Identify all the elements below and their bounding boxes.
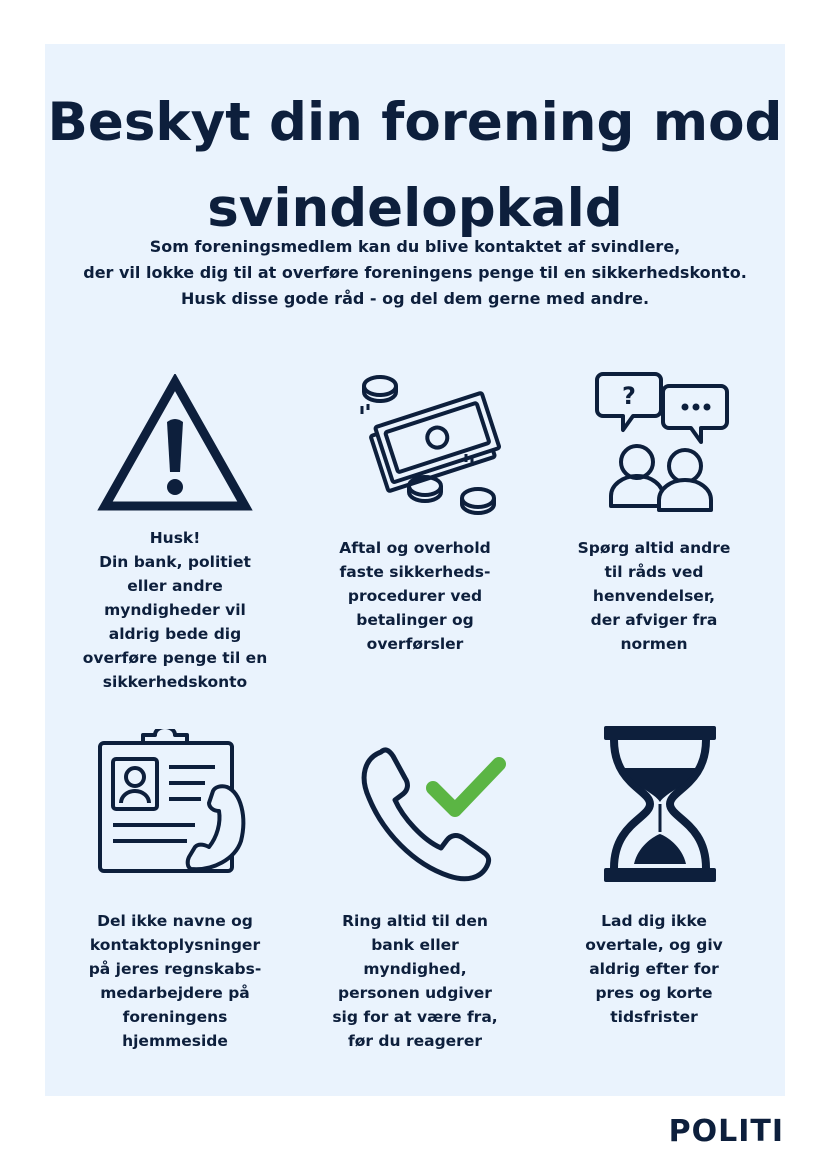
title-line-1: Beskyt din forening mod xyxy=(47,92,783,153)
page-title xyxy=(45,80,785,252)
poster xyxy=(45,44,785,1096)
tip-line: overførsler xyxy=(366,635,464,653)
tip-line: medarbejdere på xyxy=(100,984,250,1002)
tip-3-text xyxy=(549,536,759,656)
people-asking-icon xyxy=(593,366,733,512)
intro-line: Som foreningsmedlem kan du blive kontaktet af svindlere, xyxy=(149,237,681,256)
tip-line: kontaktoplysninger xyxy=(89,936,261,954)
tip-line: overføre penge til en xyxy=(82,649,268,667)
tip-6-text xyxy=(549,909,759,1029)
tip-line: hjemmeside xyxy=(122,1032,228,1050)
intro-line: der vil lokke dig til at overføre foreningens penge til en sikkerhedskonto. xyxy=(83,263,747,282)
tip-line: der afviger fra xyxy=(590,611,718,629)
tip-line: eller andre xyxy=(127,577,223,595)
tip-line: myndighed, xyxy=(363,960,467,978)
tip-line: før du reagerer xyxy=(348,1032,482,1050)
tip-line: aldrig efter for xyxy=(589,960,719,978)
hourglass-icon xyxy=(600,724,720,886)
tip-line: overtale, og giv xyxy=(585,936,723,954)
tip-line: på jeres regnskabs- xyxy=(88,960,262,978)
tip-4-text xyxy=(70,909,280,1053)
tip-line: normen xyxy=(620,635,688,653)
tip-line: foreningens xyxy=(122,1008,228,1026)
contact-card-phone-icon xyxy=(95,729,255,879)
tip-line: Lad dig ikke xyxy=(601,912,707,930)
tip-line: personen udgiver xyxy=(338,984,492,1002)
tip-line: betalinger og xyxy=(356,611,474,629)
tip-5-text xyxy=(310,909,520,1053)
tip-line: til råds ved xyxy=(604,563,704,581)
money-icon xyxy=(350,366,510,516)
tip-line: myndigheder vil xyxy=(104,601,246,619)
tip-line: faste sikkerheds- xyxy=(339,563,491,581)
tip-line: Din bank, politiet xyxy=(99,553,251,571)
tip-2-text xyxy=(310,536,520,656)
tip-line: Spørg altid andre xyxy=(577,539,731,557)
tip-line: Husk! xyxy=(149,529,201,547)
politi-logo: POLITI xyxy=(668,1114,784,1149)
warning-icon xyxy=(95,374,255,514)
intro-line: Husk disse gode råd - og del dem gerne med andre. xyxy=(180,289,650,308)
tip-line: procedurer ved xyxy=(347,587,483,605)
tip-line: sikkerhedskonto xyxy=(102,673,248,691)
tip-line: Aftal og overhold xyxy=(339,539,491,557)
tip-line: tidsfrister xyxy=(610,1008,698,1026)
tip-line: henvendelser, xyxy=(592,587,716,605)
phone-check-icon xyxy=(355,744,515,884)
intro-text xyxy=(45,234,785,312)
tip-1-text xyxy=(70,526,280,694)
tip-line: bank eller xyxy=(371,936,459,954)
tip-line: aldrig bede dig xyxy=(108,625,242,643)
svg-text:?: ? xyxy=(622,382,636,410)
tip-line: pres og korte xyxy=(595,984,713,1002)
tip-line: sig for at være fra, xyxy=(332,1008,498,1026)
tip-line: Del ikke navne og xyxy=(97,912,253,930)
title-line-2: svindelopkald xyxy=(207,178,623,239)
tip-line: Ring altid til den xyxy=(342,912,488,930)
